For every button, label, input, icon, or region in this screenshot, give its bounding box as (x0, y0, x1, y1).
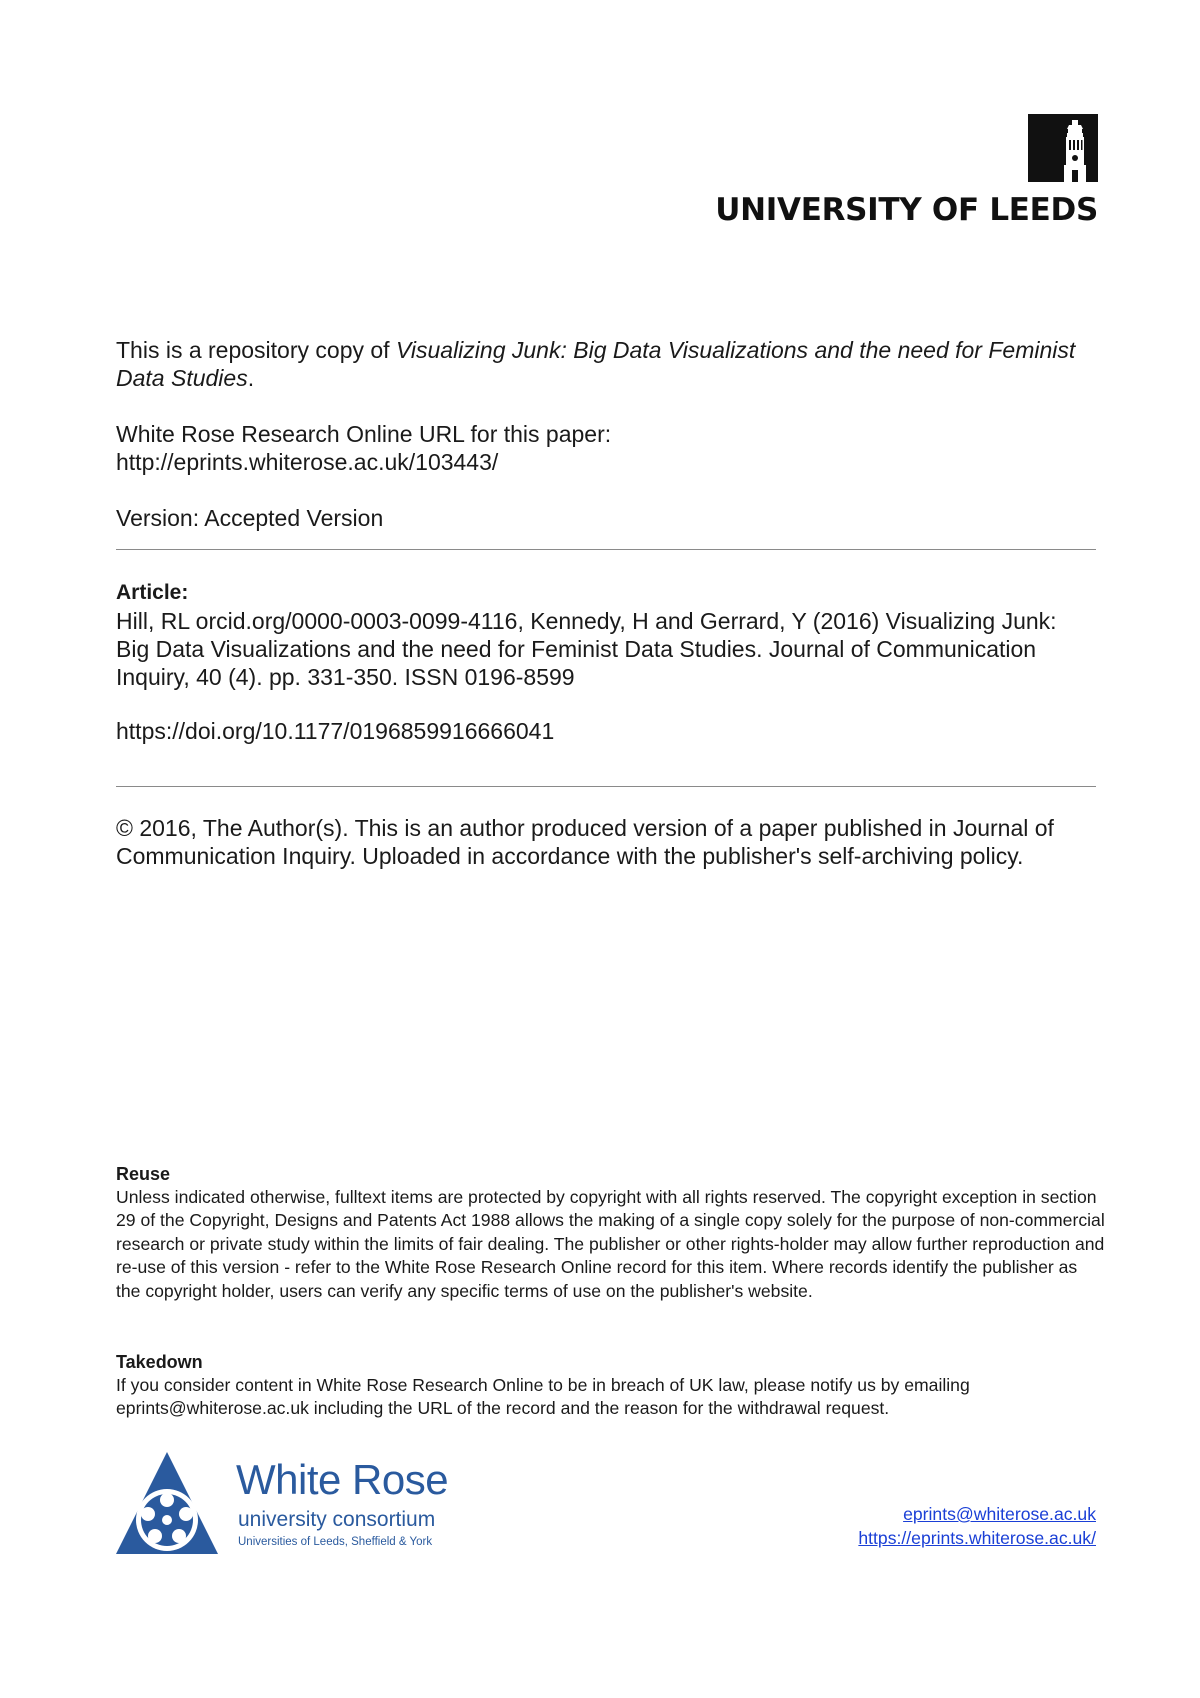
article-citation: Hill, RL orcid.org/0000-0003-0099-4116, Kennedy, H and Gerrard, Y (2016) Visualizing Junk: Big Data Visualizations and the need for Feminist Data Studies. Journal of Communication Inquiry, 40 (4). pp. 331-350. ISSN 0196-8599 (116, 608, 1057, 690)
white-rose-logo (114, 1450, 474, 1556)
university-of-leeds-logo (712, 114, 1098, 226)
reuse-body: Unless indicated otherwise, fulltext items are protected by copyright with all rights reserved. The copyright exception in section 29 of the Copyright, Designs and Patents Act 1988 allows the making of a single copy solely for the purpose of non-commercial research or private study within the limits of fair dealing. The publisher or other rights-holder may allow further reproduction and re-use of this version - refer to the White Rose Research Online record for this item. Where records identify the publisher as the copyright holder, users can verify any specific terms of use on the publisher's website. (116, 1187, 1105, 1301)
white-rose-subtitle: university consortium (238, 1508, 436, 1531)
intro-line (116, 336, 1096, 392)
website-link[interactable]: https://eprints.whiterose.ac.uk/ (858, 1528, 1096, 1548)
reuse-heading: Reuse (116, 1164, 171, 1184)
paper-title: Visualizing Junk: Big Data Visualizations and the need for Feminist Data Studies (116, 337, 1076, 391)
url-label: White Rose Research Online URL for this paper: (116, 421, 612, 447)
white-rose-universities: Universities of Leeds, Sheffield & York (238, 1536, 433, 1548)
article-doi[interactable]: https://doi.org/10.1177/0196859916666041 (116, 718, 555, 744)
takedown-body: If you consider content in White Rose Research Online to be in breach of UK law, please notify us by emailing eprints@whiterose.ac.uk including the URL of the record and the reason for the withdrawal request. (116, 1375, 970, 1419)
repository-header (116, 336, 1096, 532)
white-rose-title: White Rose (236, 1456, 449, 1503)
paper-url[interactable]: http://eprints.whiterose.ac.uk/103443/ (116, 449, 499, 475)
article-label: Article: (116, 581, 189, 604)
divider-top (116, 549, 1096, 550)
reuse-section (116, 1162, 1106, 1303)
license-text: © 2016, The Author(s). This is an author produced version of a paper published in Journal of Communication Inquiry. Uploaded in accordance with the publisher's self-archiving policy. (116, 815, 1054, 869)
email-link[interactable]: eprints@whiterose.ac.uk (903, 1504, 1096, 1524)
white-rose-emblem-icon (114, 1450, 220, 1556)
takedown-heading: Takedown (116, 1352, 203, 1372)
divider-bottom (116, 786, 1096, 787)
leeds-wordmark: UNIVERSITY OF LEEDS (715, 192, 1098, 228)
leeds-tower-icon (1028, 114, 1098, 182)
intro-suffix: . (247, 365, 255, 391)
license-block (116, 814, 1096, 870)
takedown-section (116, 1350, 1106, 1421)
intro-prefix: This is a repository copy of (116, 337, 396, 363)
footer-links (858, 1502, 1096, 1550)
article-citation-block (116, 579, 1096, 745)
version-line: Version: Accepted Version (116, 505, 384, 531)
